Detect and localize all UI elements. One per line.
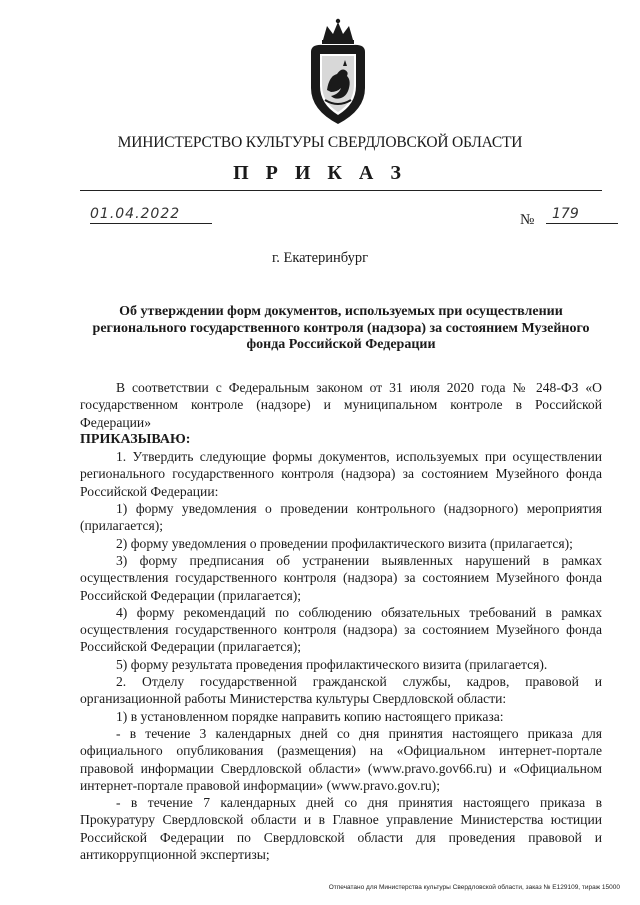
print-footer: Отпечатано для Министерства культуры Свердловской области, заказ № Е129109, тираж 15000 <box>328 884 620 891</box>
paragraph-2-item-1a: - в течение 3 календарных дней со дня принятия настоящего приказа для официального опубликования (размещения) на «Официальном интернет-портале правовой информации Свердловской области» (www.pravo.gov66.ru) и «Официальном интернет-портале правовой информации» (www.pravo.gov.ru); <box>80 725 602 793</box>
paragraph-1-item-1: 1) форму уведомления о проведении контрольного (надзорного) мероприятия (прилагается); <box>80 501 602 534</box>
paragraph-1-item-4: 4) форму рекомендаций по соблюдению обязательных требований в рамках осуществления государственного контроля (надзора) за состоянием Музейного фонда Российской Федерации (прилагается); <box>80 604 602 655</box>
paragraph-2-item-1: 1) в установленном порядке направить копию настоящего приказа: <box>116 708 504 724</box>
city: г. Екатеринбург <box>271 250 369 266</box>
paragraph-1-item-5: 5) форму результата проведения профилактического визита (прилагается). <box>116 656 548 672</box>
document-title: Об утверждении форм документов, используемых при осуществлении регионального государственного контроля (надзора) за состоянием Музейного фонда Российской Федерации <box>92 304 590 352</box>
order-number: 179 <box>546 206 618 224</box>
paragraph-1-item-3: 3) форму предписания об устранении выявленных нарушений в рамках осуществления государственного контроля (надзора) за состоянием Музейного фонда Российской Федерации (прилагается); <box>80 552 602 603</box>
paragraph-2: 2. Отделу государственной гражданской службы, кадров, правовой и организационной работы Министерства культуры Свердловской области: <box>80 674 602 707</box>
header-divider <box>80 190 602 191</box>
order-word: ПРИКАЗЫВАЮ: <box>80 431 191 447</box>
order-number-label: № <box>520 212 535 228</box>
paragraph-1-item-2: 2) форму уведомления о проведении профилактического визита (прилагается); <box>116 535 573 551</box>
document-body <box>80 379 602 863</box>
ministry-name: МИНИСТЕРСТВО КУЛЬТУРЫ СВЕРДЛОВСКОЙ ОБЛАСТИ <box>117 134 523 151</box>
order-date: 01.04.2022 <box>90 206 212 224</box>
paragraph-2-item-1b: - в течение 7 календарных дней со дня принятия настоящего приказа в Прокуратуру Свердловской области и в Главное управление Министерства юстиции Российской Федерации по Свердловской области для проведения правовой и антикоррупционной экспертизы; <box>80 795 602 863</box>
paragraph-1: 1. Утвердить следующие формы документов, используемых при осуществлении регионального государственного контроля (надзора) за состоянием Музейного фонда Российской Федерации: <box>80 449 602 499</box>
coat-of-arms-icon <box>303 18 373 128</box>
document-type: П Р И К А З <box>233 162 407 184</box>
preamble: В соответствии с Федеральным законом от 31 июля 2020 года № 248-ФЗ «О государственном контроле (надзоре) и муниципальном контроле в Российской Федерации» <box>80 380 602 430</box>
